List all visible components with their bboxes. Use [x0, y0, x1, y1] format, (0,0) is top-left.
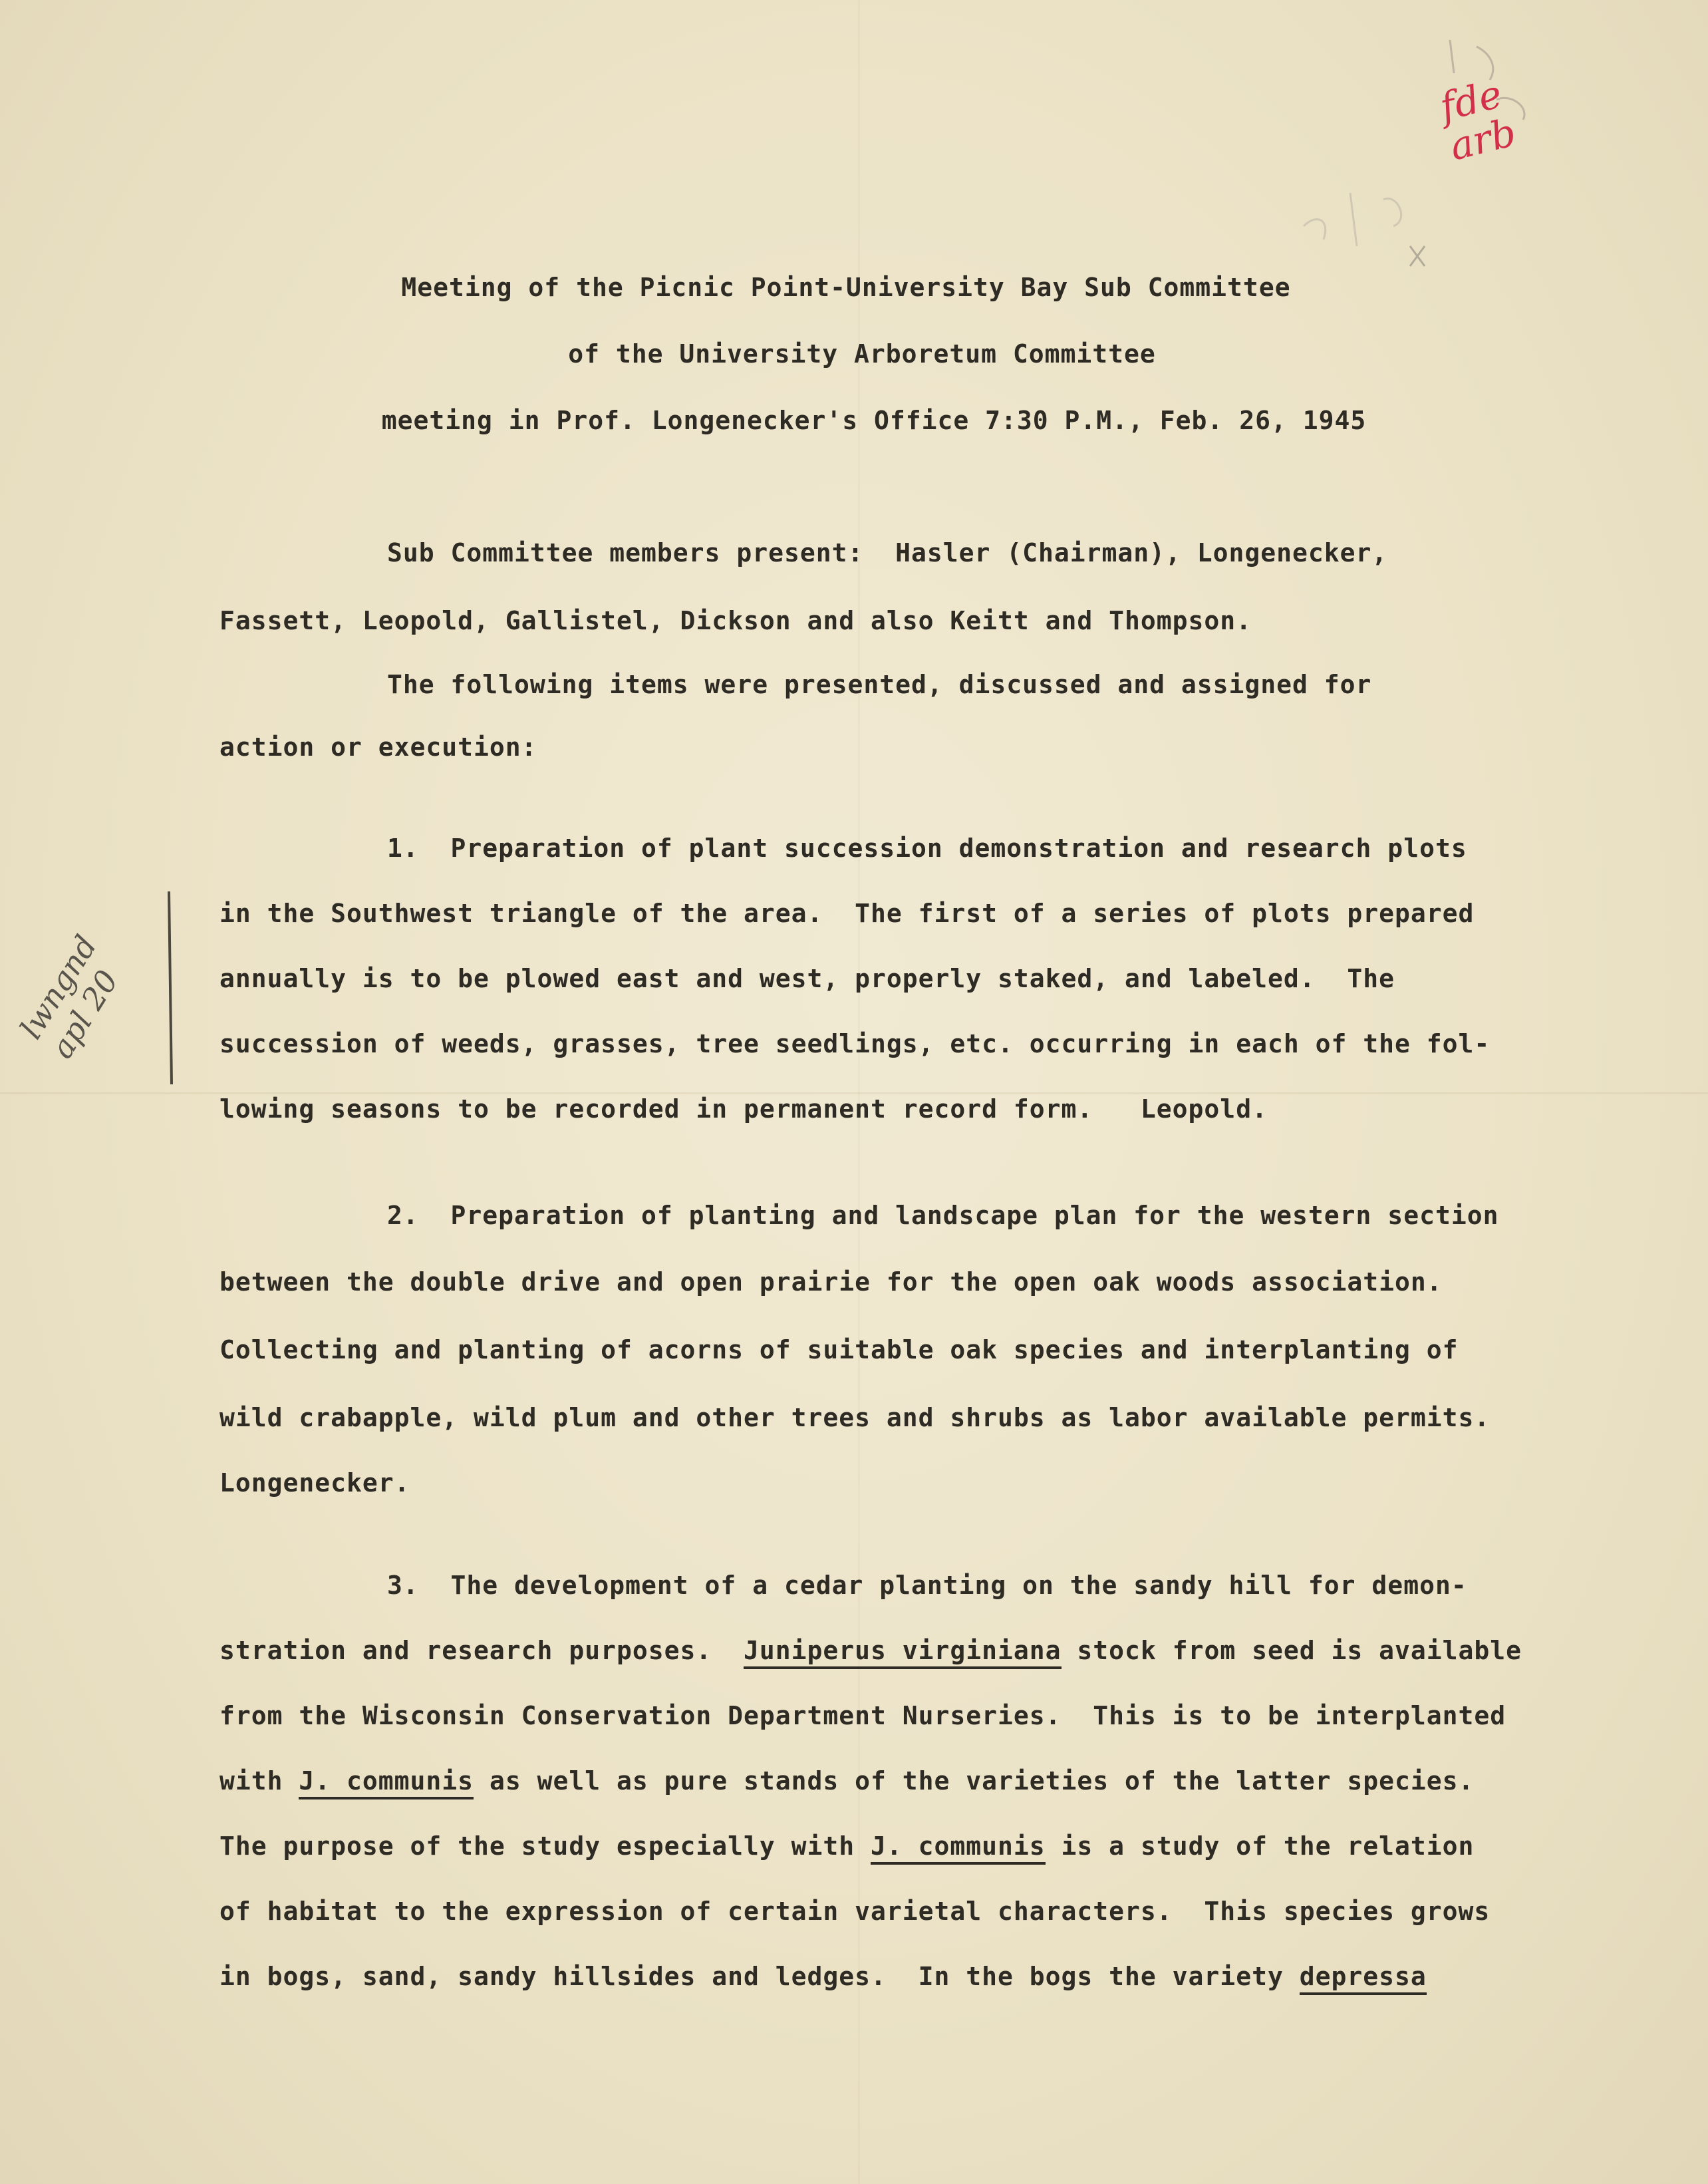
- text-fragment: stock from seed is available: [1061, 1636, 1522, 1665]
- item-3-line: [219, 1768, 1474, 1794]
- item-2-line: wild crabapple, wild plum and other trees and shrubs as labor available permits.: [219, 1403, 1491, 1432]
- item-3-line: from the Wisconsin Conservation Department Nurseries. This is to be interplanted: [219, 1701, 1506, 1730]
- item-1-line: lowing seasons to be recorded in permanent record form. Leopold.: [219, 1094, 1268, 1124]
- margin-bracket-line: [160, 891, 180, 1091]
- item-3-line: 3. The development of a cedar planting on the sandy hill for demon-: [387, 1571, 1467, 1600]
- item-2-line: between the double drive and open prairie for the open oak woods association.: [219, 1267, 1443, 1297]
- intro-line: Sub Committee members present: Hasler (Chairman), Longenecker,: [387, 538, 1388, 567]
- intro-line: action or execution:: [219, 732, 537, 762]
- variety-name-underlined: depressa: [1300, 1962, 1427, 1995]
- item-3-line: of habitat to the expression of certain varietal characters. This species grows: [219, 1897, 1491, 1926]
- species-name-underlined: J. communis: [871, 1831, 1046, 1865]
- text-fragment: with: [219, 1766, 299, 1795]
- species-name-underlined: Juniperus virginiana: [744, 1636, 1062, 1669]
- faint-pencil-marks: [1250, 27, 1570, 279]
- document-title-line-3: meeting in Prof. Longenecker's Office 7:30 P.M., Feb. 26, 1945: [381, 406, 1367, 435]
- text-fragment: The purpose of the study especially with: [219, 1831, 871, 1861]
- item-3-line: [219, 1638, 1522, 1663]
- text-fragment: in bogs, sand, sandy hillsides and ledges. In the bogs the variety: [219, 1962, 1300, 1991]
- item-3-line: [219, 1833, 1474, 1859]
- item-1-line: succession of weeds, grasses, tree seedlings, etc. occurring in each of the fol-: [219, 1029, 1491, 1058]
- item-2-line: 2. Preparation of planting and landscape plan for the western section: [387, 1201, 1499, 1230]
- document-title-line-1: Meeting of the Picnic Point-University Bay Sub Committee: [401, 273, 1291, 302]
- item-1-line: annually is to be plowed east and west, properly staked, and labeled. The: [219, 964, 1395, 993]
- item-3-line: [219, 1964, 1427, 1989]
- intro-line: The following items were presented, discussed and assigned for: [387, 670, 1372, 699]
- text-fragment: as well as pure stands of the varieties of the latter species.: [474, 1766, 1475, 1795]
- item-1-line: in the Southwest triangle of the area. The first of a series of plots prepared: [219, 899, 1475, 928]
- document-title-line-2: of the University Arboretum Committee: [568, 339, 1156, 369]
- red-pencil-annotation: fde arb: [1435, 71, 1520, 170]
- item-2-line: Collecting and planting of acorns of suitable oak species and interplanting of: [219, 1335, 1459, 1364]
- text-fragment: stration and research purposes.: [219, 1636, 744, 1665]
- species-name-underlined: J. communis: [299, 1766, 474, 1799]
- pencil-margin-annotation: lwngnd apl 20: [13, 929, 126, 1065]
- item-2-line: Longenecker.: [219, 1468, 410, 1497]
- item-1-line: 1. Preparation of plant succession demonstration and research plots: [387, 834, 1467, 863]
- text-fragment: is a study of the relation: [1045, 1831, 1475, 1861]
- intro-line: Fassett, Leopold, Gallistel, Dickson and also Keitt and Thompson.: [219, 606, 1252, 635]
